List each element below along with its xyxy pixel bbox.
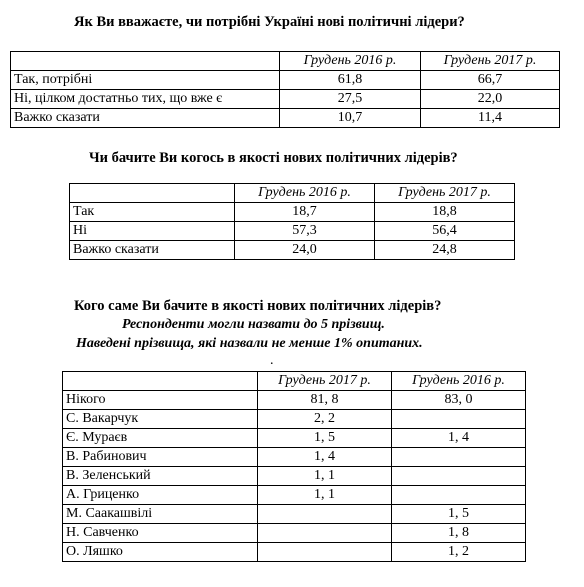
table-row — [11, 109, 560, 128]
percent-value-cell: 1, 4 — [258, 448, 392, 467]
table1 — [10, 51, 560, 128]
percent-value-cell — [392, 410, 526, 429]
table-row — [63, 391, 526, 410]
header-period-cell: Грудень 2017 р. — [375, 184, 515, 203]
percent-value-cell — [258, 505, 392, 524]
percent-value-cell — [258, 524, 392, 543]
header-period-cell: Грудень 2017 р. — [258, 372, 392, 391]
percent-value-cell: 1, 4 — [392, 429, 526, 448]
header-blank-cell — [70, 184, 235, 203]
answer-label-cell: Важко сказати — [11, 109, 280, 128]
table-row — [70, 241, 515, 260]
header-period-cell: Грудень 2016 р. — [235, 184, 375, 203]
table3-note-threshold: Наведені прізвища, які назвали не менше 1% опитаних. — [76, 336, 423, 351]
table-row — [63, 486, 526, 505]
answer-label-cell: С. Вакарчук — [63, 410, 258, 429]
table-header-row — [63, 372, 526, 391]
table1-title: Як Ви вважаєте, чи потрібні Україні нові політичні лідери? — [74, 14, 465, 30]
answer-label-cell: В. Рабинович — [63, 448, 258, 467]
stray-dot: . — [270, 353, 274, 368]
table-row — [63, 410, 526, 429]
answer-label-cell: Так, потрібні — [11, 71, 280, 90]
table-row — [63, 524, 526, 543]
table-header-row — [70, 184, 515, 203]
header-blank-cell — [11, 52, 280, 71]
percent-value-cell: 27,5 — [280, 90, 421, 109]
table3 — [62, 371, 526, 562]
header-period-cell: Грудень 2016 р. — [392, 372, 526, 391]
percent-value-cell: 57,3 — [235, 222, 375, 241]
answer-label-cell: А. Гриценко — [63, 486, 258, 505]
percent-value-cell — [392, 486, 526, 505]
header-period-cell: Грудень 2017 р. — [421, 52, 560, 71]
answer-label-cell: Є. Мураєв — [63, 429, 258, 448]
answer-label-cell: Ні, цілком достатньо тих, що вже є — [11, 90, 280, 109]
percent-value-cell: 18,7 — [235, 203, 375, 222]
percent-value-cell: 1, 5 — [392, 505, 526, 524]
answer-label-cell: Нікого — [63, 391, 258, 410]
percent-value-cell — [392, 448, 526, 467]
table-row — [63, 467, 526, 486]
percent-value-cell: 1, 2 — [392, 543, 526, 562]
percent-value-cell: 2, 2 — [258, 410, 392, 429]
percent-value-cell: 24,0 — [235, 241, 375, 260]
table-row — [11, 90, 560, 109]
percent-value-cell: 81, 8 — [258, 391, 392, 410]
percent-value-cell: 66,7 — [421, 71, 560, 90]
percent-value-cell: 1, 5 — [258, 429, 392, 448]
percent-value-cell: 24,8 — [375, 241, 515, 260]
table3-title: Кого саме Ви бачите в якості нових політичних лідерів? — [74, 298, 442, 314]
percent-value-cell: 56,4 — [375, 222, 515, 241]
table-row — [63, 505, 526, 524]
percent-value-cell: 22,0 — [421, 90, 560, 109]
percent-value-cell: 11,4 — [421, 109, 560, 128]
table3-note-max-names: Респонденти могли назвати до 5 прізвищ. — [122, 317, 385, 332]
header-blank-cell — [63, 372, 258, 391]
answer-label-cell: О. Ляшко — [63, 543, 258, 562]
table-row — [63, 448, 526, 467]
answer-label-cell: В. Зеленський — [63, 467, 258, 486]
answer-label-cell: М. Саакашвілі — [63, 505, 258, 524]
percent-value-cell — [258, 543, 392, 562]
table2-title: Чи бачите Ви когось в якості нових політичних лідерів? — [89, 150, 458, 166]
answer-label-cell: Ні — [70, 222, 235, 241]
percent-value-cell: 61,8 — [280, 71, 421, 90]
percent-value-cell: 1, 1 — [258, 467, 392, 486]
percent-value-cell: 10,7 — [280, 109, 421, 128]
percent-value-cell: 18,8 — [375, 203, 515, 222]
answer-label-cell: Н. Савченко — [63, 524, 258, 543]
percent-value-cell: 83, 0 — [392, 391, 526, 410]
table-row — [70, 203, 515, 222]
table-row — [11, 71, 560, 90]
answer-label-cell: Так — [70, 203, 235, 222]
answer-label-cell: Важко сказати — [70, 241, 235, 260]
table-row — [63, 429, 526, 448]
table-row — [63, 543, 526, 562]
percent-value-cell: 1, 8 — [392, 524, 526, 543]
percent-value-cell — [392, 467, 526, 486]
header-period-cell: Грудень 2016 р. — [280, 52, 421, 71]
table-row — [70, 222, 515, 241]
percent-value-cell: 1, 1 — [258, 486, 392, 505]
table-header-row — [11, 52, 560, 71]
table2 — [69, 183, 515, 260]
